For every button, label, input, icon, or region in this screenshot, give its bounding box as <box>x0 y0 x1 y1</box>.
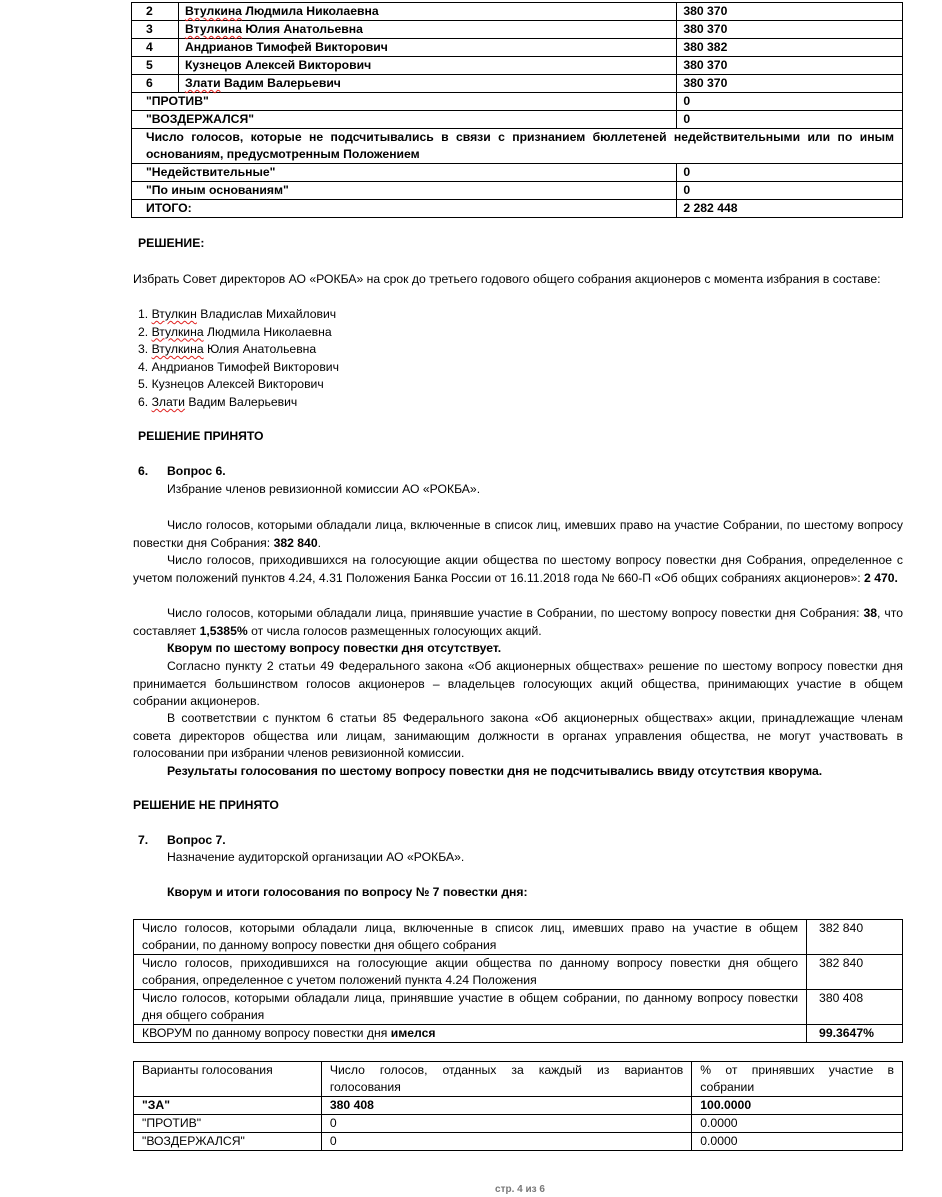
question6-results-note: Результаты голосования по шестому вопросу повестки дня не подсчитывались ввиду отсутствия кворума. <box>167 764 823 778</box>
decision-text: Избрать Совет директоров АО «РОКБА» на срок до третьего годового общего собрания акционеров с момента избрания в составе: <box>133 272 881 286</box>
table-row <box>134 920 903 955</box>
question6-participants: Число голосов, которыми обладали лица, принявшие участие в Собрании, по шестому вопросу повестки дня Собрания: 38, что составляет 1,5385% от числа голосов размещенных голосующих акций. <box>133 606 903 638</box>
table-row-quorum <box>134 1025 903 1043</box>
candidate-name: Втулкина Людмила Николаевна <box>178 3 676 21</box>
question6-voting-shares: Число голосов, приходившихся на голосующие акции общества по шестому вопросу повестки дня Собрания, определенное с учетом положений пунктов 4.24, 4.31 Положения Банка России от 16.11.2018 года № 660-П «Об общих собраниях акционеров»: 2 470. <box>133 553 903 585</box>
table-row <box>132 39 903 57</box>
table-row <box>132 3 903 21</box>
row-number: 4 <box>132 39 179 57</box>
invalid-value: 0 <box>677 164 903 182</box>
decision-heading: РЕШЕНИЕ: <box>138 236 205 250</box>
question7-quorum-table <box>133 919 903 1043</box>
table-row <box>134 1115 903 1133</box>
vote-count: 0 <box>321 1133 691 1151</box>
question6-law-article-49: Согласно пункту 2 статьи 49 Федерального закона «Об акционерных обществах» решение по шестому вопросу повестки дня принимается большинством голосов акционеров – владельцев голосующих акций общества, принимающих участие в общем собрании акционеров. <box>133 659 903 709</box>
quorum-label: Число голосов, которыми обладали лица, принявшие участие в общем собрании, по данному вопросу повестки дня общего собрания <box>134 990 807 1025</box>
board-members-list <box>138 306 339 412</box>
table-row-not-counted <box>132 129 903 164</box>
question7-title: Вопрос 7. <box>167 833 226 847</box>
question6-title: Вопрос 6. <box>167 464 226 478</box>
list-item: 2. Втулкина Людмила Николаевна <box>138 324 332 339</box>
row-number: 3 <box>132 21 179 39</box>
question7-vote-table <box>133 1061 903 1151</box>
row-number: 5 <box>132 57 179 75</box>
candidates-votes-table <box>131 2 903 218</box>
table-row <box>132 21 903 39</box>
against-value: 0 <box>677 93 903 111</box>
candidate-name: Андрианов Тимофей Викторович <box>178 39 676 57</box>
header-percent: % от принявших участие в собрании <box>692 1062 903 1097</box>
quorum-label: Число голосов, приходившихся на голосующие акции общества по данному вопросу повестки дня общего собрания, определенное с учетом положений пункта 4.24 Положения <box>134 955 807 990</box>
vote-count: 0 <box>321 1115 691 1133</box>
total-value: 2 282 448 <box>677 200 903 218</box>
candidate-votes: 380 370 <box>677 57 903 75</box>
question6-eligible-votes: Число голосов, которыми обладали лица, включенные в список лиц, имевших право на участие Собрании, по шестому вопросу повестки дня Собрания: 382 840. <box>133 518 903 550</box>
table-row-invalid <box>132 164 903 182</box>
quorum-status-label: КВОРУМ по данному вопросу повестки дня имелся <box>134 1025 807 1043</box>
question7-subject: Назначение аудиторской организации АО «РОКБА». <box>167 850 465 864</box>
table-row-total <box>132 200 903 218</box>
list-item: 3. Втулкина Юлия Анатольевна <box>138 342 317 357</box>
candidate-votes: 380 382 <box>677 39 903 57</box>
question7-number: 7. <box>138 833 149 847</box>
abstained-value: 0 <box>677 111 903 129</box>
candidate-name: Втулкина Юлия Анатольевна <box>178 21 676 39</box>
invalid-label: "Недействительные" <box>132 164 677 182</box>
quorum-value: 382 840 <box>807 955 903 990</box>
page-number: стр. 4 из 6 <box>495 1184 545 1195</box>
vote-percent: 0.0000 <box>692 1115 903 1133</box>
quorum-value: 382 840 <box>807 920 903 955</box>
question6-quorum-status: Кворум по шестому вопросу повестки дня отсутствует. <box>167 641 502 655</box>
vote-count: 380 408 <box>321 1097 691 1115</box>
list-item: 5. Кузнецов Алексей Викторович <box>138 377 324 392</box>
vote-option: "ПРОТИВ" <box>134 1115 322 1133</box>
total-label: ИТОГО: <box>132 200 677 218</box>
row-number: 6 <box>132 75 179 93</box>
other-value: 0 <box>677 182 903 200</box>
decision-result: РЕШЕНИЕ ПРИНЯТО <box>138 429 264 443</box>
list-item: 1. Втулкин Владислав Михайлович <box>138 307 337 321</box>
quorum-percent: 99.3647% <box>807 1025 903 1043</box>
vote-option: "ЗА" <box>134 1097 322 1115</box>
table-header-row <box>134 1062 903 1097</box>
vote-option: "ВОЗДЕРЖАЛСЯ" <box>134 1133 322 1151</box>
candidate-name: Кузнецов Алексей Викторович <box>178 57 676 75</box>
question6-number: 6. <box>138 464 149 478</box>
question7-quorum-heading: Кворум и итоги голосования по вопросу № 7 повестки дня: <box>167 885 528 899</box>
table-row-other <box>132 182 903 200</box>
list-item: 4. Андрианов Тимофей Викторович <box>138 359 339 374</box>
question6-result: РЕШЕНИЕ НЕ ПРИНЯТО <box>133 798 279 812</box>
abstained-label: "ВОЗДЕРЖАЛСЯ" <box>132 111 677 129</box>
vote-percent: 100.0000 <box>692 1097 903 1115</box>
not-counted-text: Число голосов, которые не подсчитывались в связи с признанием бюллетеней недействительными или по иным основаниям, предусмотренным Положением <box>132 129 903 164</box>
quorum-label: Число голосов, которыми обладали лица, включенные в список лиц, имевших право на участие в общем собрании, по данному вопросу повестки дня общего собрания <box>134 920 807 955</box>
table-row <box>134 1133 903 1151</box>
candidate-votes: 380 370 <box>677 75 903 93</box>
header-votes: Число голосов, отданных за каждый из вариантов голосования <box>321 1062 691 1097</box>
header-option: Варианты голосования <box>134 1062 322 1097</box>
row-number: 2 <box>132 3 179 21</box>
quorum-value: 380 408 <box>807 990 903 1025</box>
table-row <box>134 955 903 990</box>
table-row <box>132 75 903 93</box>
table-row <box>134 1097 903 1115</box>
table-row <box>132 57 903 75</box>
table-row <box>134 990 903 1025</box>
other-label: "По иным основаниям" <box>132 182 677 200</box>
candidate-name: Злати Вадим Валерьевич <box>178 75 676 93</box>
question6-law-article-85: В соответствии с пунктом 6 статьи 85 Федерального закона «Об акционерных обществах» акции, принадлежащие членам совета директоров общества или лицам, занимающим должности в органах управления общества, не могут участвовать в голосовании при избрании членов ревизионной комиссии. <box>133 711 903 761</box>
question6-subject: Избрание членов ревизионной комиссии АО «РОКБА». <box>167 482 481 496</box>
table-row-abstained <box>132 111 903 129</box>
candidate-votes: 380 370 <box>677 3 903 21</box>
vote-percent: 0.0000 <box>692 1133 903 1151</box>
against-label: "ПРОТИВ" <box>132 93 677 111</box>
list-item: 6. Злати Вадим Валерьевич <box>138 394 298 409</box>
table-row-against <box>132 93 903 111</box>
candidate-votes: 380 370 <box>677 21 903 39</box>
